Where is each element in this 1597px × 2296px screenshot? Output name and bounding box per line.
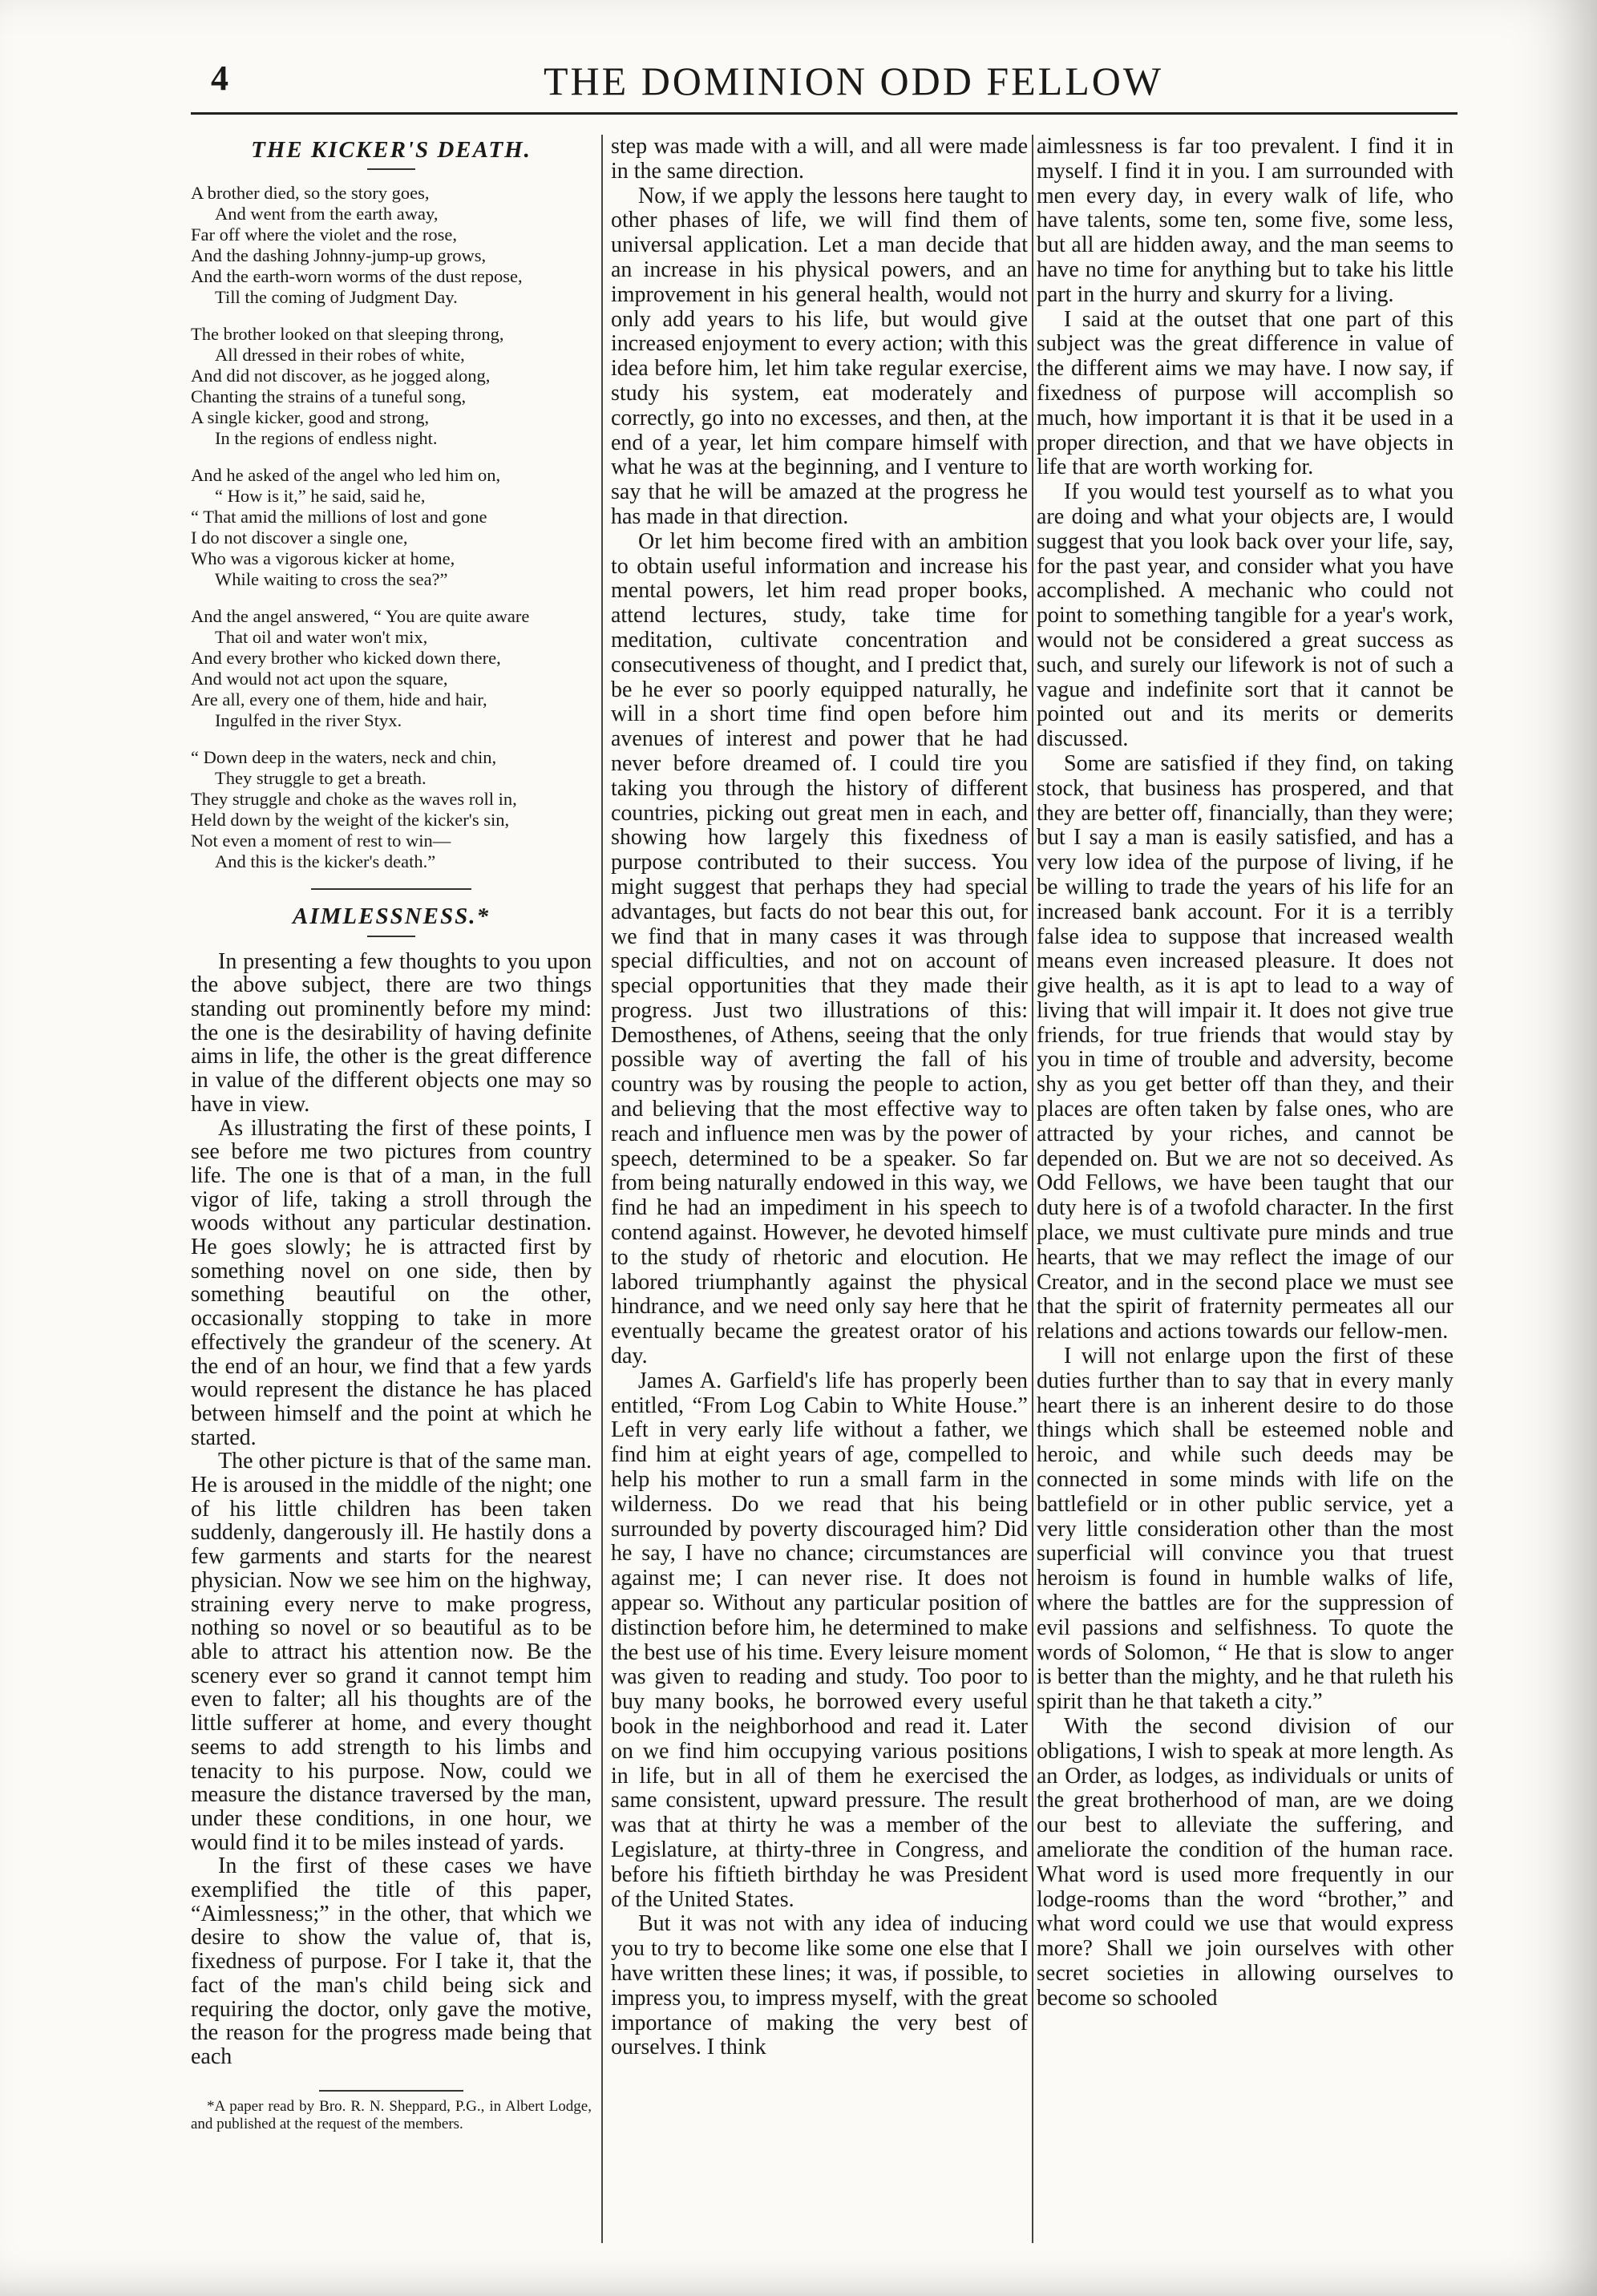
poem-line: Are all, every one of them, hide and hair, [191, 689, 487, 710]
section-rule [311, 888, 471, 890]
poem-line: Who was a vigorous kicker at home, [191, 548, 455, 569]
poem-line: That oil and water won't mix, [215, 627, 428, 648]
poem-line: A single kicker, good and strong, [191, 407, 430, 428]
title-rule [367, 936, 415, 937]
column-3 [1037, 135, 1453, 2011]
page-number: 4 [211, 59, 228, 98]
poem-line: While waiting to cross the sea?” [215, 569, 448, 590]
poem-line: Not even a moment of rest to win— [191, 831, 451, 851]
paragraph: As illustrating the first of these points, I see before me two pictures from country life. The one is that of a man, in the full vigor of life, taking a stroll through the woods without any particular destination. He goes slowly; he is attracted first by something novel on one side, then by something beautiful on the other, occasionally stopping to take in more effectively the grandeur of the scenery. At the end of an hour, we find that a few yards would represent the distance he has placed between himself and the point at which he started. [191, 1115, 592, 1450]
paragraph: aimlessness is far too prevalent. I find it in myself. I find it in you. I am surrounded with men every day, in every walk of life, who have talents, some ten, some five, some less, but all are hidden away, and the man seems to have no time for anything but to take his little part in the hurry and skurry for a living. [1037, 134, 1453, 307]
poem-line: And did not discover, as he jogged along, [191, 366, 491, 386]
paragraph: step was made with a will, and all were made in the same direction. [611, 134, 1028, 184]
paragraph: But it was not with any idea of inducing you to try to become like some one else that I have written these lines; it was, if possible, to impress you, to impress myself, with the great importance of making the very best of ourselves. I think [611, 1911, 1028, 2060]
essay-body [1037, 135, 1453, 2011]
poem-line: And this is the kicker's death.” [215, 851, 436, 872]
poem-line: They struggle and choke as the waves roll in, [191, 789, 517, 810]
poem-line: The brother looked on that sleeping throng, [191, 324, 504, 345]
column-divider [1032, 135, 1033, 2243]
poem-stanza [191, 324, 592, 449]
poem-line: In the regions of endless night. [215, 428, 438, 449]
paragraph: Or let him become fired with an ambition to obtain useful information and increase his mental powers, let him read proper books, attend lectures, study, take time for meditation, cultivate concentration and consecutiveness of thought, and I predict that, be he ever so poorly equipped naturally, he will in a short time find open before him avenues of interest and power that he had never before dreamed of. I could tire you taking you through the history of different countries, picking out great men in each, and showing how largely this fixedness of purpose contributed to their success. You might suggest that perhaps they had special advantages, but facts do not bear this out, for we find that in many cases it was through special difficulties, and not on account of special opportunities that they made their progress. Just two illustrations of this: Demosthenes, of Athens, seeing that the only possible way of averting the fall of his country was by rousing the people to action, and believing that the most effective way to reach and influence men was by the power of speech, determined to be a speaker. So far from being naturally endowed in this way, we find he had an impediment in his speech to contend against. However, he devoted himself to the study of rhetoric and elocution. He labored triumphantly against the physical hindrance, and we need only say here that he eventually became the greatest orator of his day. [611, 528, 1028, 1369]
paragraph: I will not enlarge upon the first of these duties further than to say that in every manly heart there is an inherent desire to do those things which shall be esteemed noble and heroic, and while such deeds may be connected in some minds with life on the battlefield or in other public service, yet a very little consideration other than the most superficial will convince you that truest heroism is found in humble walks of life, where the battles are for the suppression of evil passions and selfishness. To quote the words of Solomon, “ He that is slow to anger is better than the mighty, and he that ruleth his spirit than he that taketh a city.” [1037, 1344, 1453, 1715]
essay-title: AIMLESSNESS.* [292, 903, 491, 930]
poem-stanza [191, 606, 592, 731]
paragraph: In the first of these cases we have exemplified the title of this paper, “Aimlessness;” in the other, that which we desire to show the value of, that is, fixedness of purpose. For I take it, that the fact of the man's child being sick and requiring the doctor, only gave the motive, the reason for the progress made being that each [191, 1853, 592, 2069]
poem-line: And went from the earth away, [215, 204, 439, 224]
poem-line: And the dashing Johnny-jump-up grows, [191, 245, 487, 266]
poem-line: “ Down deep in the waters, neck and chin, [191, 747, 497, 768]
title-rule [367, 168, 415, 170]
paragraph: With the second division of our obligations, I wish to speak at more length. As an Order, as lodges, as individuals or units of the great brotherhood of man, are we doing our best to alleviate the suffering, and ameliorate the condition of the human race. What word is used more frequently in our lodge-rooms than the word “brother,” and what word could we use that would express more? Shall we join ourselves with other secret societies in allowing ourselves to become so schooled [1037, 1714, 1453, 2011]
column-divider [601, 135, 603, 2243]
poem-line: “ That amid the millions of lost and gone [191, 507, 487, 528]
column-1 [191, 135, 592, 2133]
paragraph: Some are satisfied if they find, on taking stock, that business has prospered, and that they are better off, financially, than they were; but I say a man is easily satisfied, and has a very low idea of the purpose of living, if he be willing to trade the years of his life for an increased bank account. For it is a terribly false idea to suppose that increased wealth means even increased pleasure. It does not give health, as it is apt to lead to a way of living that will impair it. It does not give true friends, for true friends that would stay by you in time of trouble and adversity, become shy as you get better off than they, and their places are often taken by false ones, who are attracted by your riches, and cannot be depended on. But we are not so deceived. As Odd Fellows, we have been taught that our duty here is of a twofold character. In the first place, we must cultivate pure minds and true hearts, that we may reflect the image of our Creator, and in the second place we must see that the spirit of fraternity permeates all our relations and actions towards our fellow-men. [1037, 750, 1453, 1344]
header-rule [191, 112, 1458, 115]
poem-line: And he asked of the angel who led him on, [191, 465, 501, 486]
poem-line: All dressed in their robes of white, [215, 345, 465, 366]
poem-stanza [191, 465, 592, 590]
paragraph: Now, if we apply the lessons here taught to other phases of life, we will find them of universal application. Let a man decide that an increase in his physical powers, and an improvement in his general health, would not only add years to his life, but would give increased enjoyment to every action; with this idea before him, let him take regular exercise, study his system, eat moderately and correctly, go into no excesses, and then, at the end of a year, let him compare himself with what he was at the beginning, and I venture to say that he will be amazed at the progress he has made in that direction. [611, 183, 1028, 529]
footnote-rule [319, 2090, 463, 2092]
poem-line: “ How is it,” he said, said he, [215, 486, 426, 507]
masthead-title: THE DOMINION ODD FELLOW [544, 59, 1164, 103]
essay-body [611, 135, 1028, 2060]
essay-body [191, 950, 592, 2069]
poem-line: A brother died, so the story goes, [191, 183, 430, 204]
column-2 [611, 135, 1028, 2060]
paragraph: I said at the outset that one part of this subject was the great difference in value of the different aims we may have. I now say, if fixedness of purpose will accomplish so much, how important it is that it be used in a proper direction, and that we have objects in life that are worth working for. [1037, 306, 1453, 480]
paragraph: In presenting a few thoughts to you upon the above subject, there are two things standing out prominently before my mind: the one is the desirability of having definite aims in life, the other is the great difference in value of the different objects one may so have in view. [191, 948, 592, 1117]
poem-line: Chanting the strains of a tuneful song, [191, 386, 467, 407]
poem-line: And the angel answered, “ You are quite aware [191, 606, 530, 627]
footnote: *A paper read by Bro. R. N. Sheppard, P.G., in Albert Lodge, and published at the request of the members. [191, 2097, 592, 2132]
poem-line: I do not discover a single one, [191, 528, 408, 548]
poem-title: THE KICKER'S DEATH. [251, 137, 532, 163]
poem-line: Ingulfed in the river Styx. [215, 710, 402, 731]
poem-line: Held down by the weight of the kicker's sin, [191, 810, 510, 831]
poem-line: Far off where the violet and the rose, [191, 224, 457, 245]
poem-stanza [191, 183, 592, 308]
page-header [191, 58, 1458, 114]
paragraph: James A. Garfield's life has properly been entitled, “From Log Cabin to White House.” Left in very early life without a father, we find him at eight years of age, compelled to help his mother to run a small farm in the wilderness. Do we read that his being surrounded by poverty discouraged him? Did he say, I have no chance; circumstances are against me; I can never rise. It does not appear so. Without any particular position of distinction before him, he determined to make the best use of his time. Every leisure moment was given to reading and study. Too poor to buy many books, he borrowed every useful book in the neighborhood and read it. Later on we find him occupying various positions in life, but in all of them he exercised the same consistent, upward pressure. The result was that at thirty he was a member of the Legislature, at thirty-three in Congress, and before his fiftieth birthday he was President of the United States. [611, 1368, 1028, 1912]
poem-line: They struggle to get a breath. [215, 768, 427, 789]
poem-line: Till the coming of Judgment Day. [215, 287, 458, 308]
poem-line: And every brother who kicked down there, [191, 648, 501, 669]
paragraph: The other picture is that of the same man. He is aroused in the middle of the night; one of his little children has been taken suddenly, dangerously ill. He hastily dons a few garments and starts for the nearest physician. Now we see him on the highway, straining every nerve to make progress, nothing so novel or so beautiful as to be able to attract his attention now. Be the scenery ever so grand it cannot tempt him even to falter; all his thoughts are of the little sufferer at home, and every thought seems to add strength to his limbs and tenacity to his purpose. Now, could we measure the distance traversed by the man, under these conditions, in one hour, we would find it to be miles instead of yards. [191, 1449, 592, 1855]
poem-line: And would not act upon the square, [191, 669, 448, 689]
poem-line: And the earth-worn worms of the dust repose, [191, 266, 523, 287]
poem-stanza [191, 747, 592, 872]
paragraph: If you would test yourself as to what you are doing and what your objects are, I would suggest that you look back over your life, say, for the past year, and consider what you have accomplished. A mechanic who could not point to something tangible for a year's work, would not be considered a great success as such, and surely our lifework is not of such a vague and indefinite sort that it cannot be pointed out and its merits or demerits discussed. [1037, 479, 1453, 752]
